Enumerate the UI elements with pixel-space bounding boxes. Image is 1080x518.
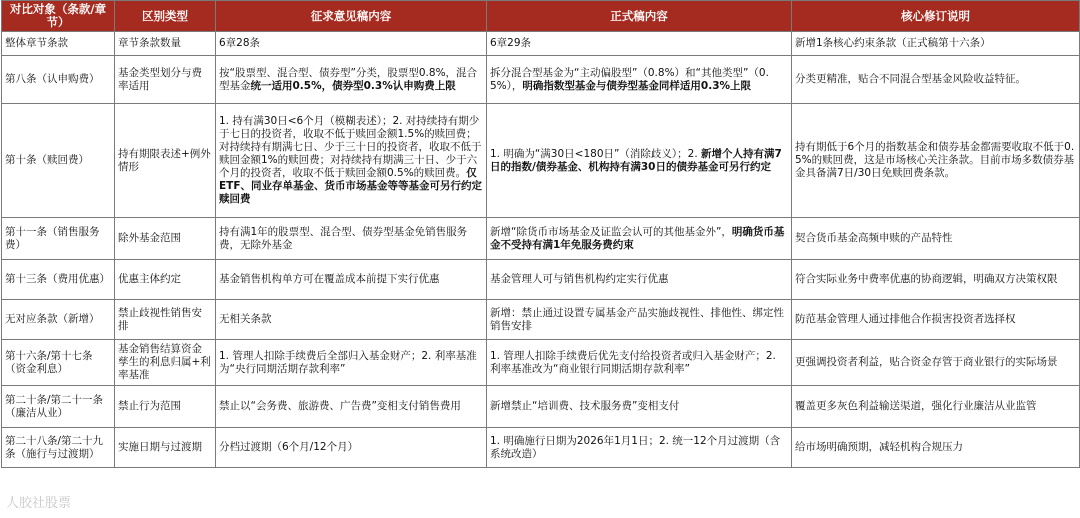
cell-type: 持有期限表述+例外情形 — [115, 104, 216, 218]
cell-draft — [216, 104, 487, 218]
cell-draft — [216, 386, 487, 428]
bold-text: 明确指数型基金与债券型基金同样适用0.3%上限 — [522, 79, 752, 92]
cell-note — [792, 428, 1080, 468]
table-row — [2, 218, 1080, 260]
bold-text: 新增个人持有满7日的指数/债券基金、机构持有满30日的债券基金可另行约定 — [490, 147, 782, 173]
cell-article: 无对应条款（新增） — [2, 300, 115, 340]
text: 符合实际业务中费率优惠的协商逻辑，明确双方决策权限 — [795, 273, 1058, 285]
cell-article: 第二十条/第二十一条（廉洁从业） — [2, 386, 115, 428]
cell-final — [487, 56, 792, 104]
table-row — [2, 56, 1080, 104]
cell-type: 禁止行为范围 — [115, 386, 216, 428]
text: 6章29条 — [490, 37, 532, 49]
table-row — [2, 104, 1080, 218]
cell-note — [792, 300, 1080, 340]
text: 新增禁止“培训费、技术服务费”变相支付 — [490, 400, 680, 412]
text: 给市场明确预期，减轻机构合规压力 — [795, 441, 963, 453]
cell-draft — [216, 32, 487, 56]
text: 1. 持有满30日<6个月（模糊表述）；2. 对持续持有期少于七日的投资者，收取不低于赎回金额1.5%的赎回费；对持续持有期满七日、少于三十日的投资者，收取不低于赎回金额1%的赎回费；对持续持有期满三十日、少于六个月的投资者，收取不低于赎回金额0.5%的赎回费。 — [219, 115, 482, 179]
cell-final — [487, 104, 792, 218]
text: 覆盖更多灰色利益输送渠道，强化行业廉洁从业监管 — [795, 400, 1037, 412]
cell-note — [792, 32, 1080, 56]
text: 1. 管理人扣除手续费后全部归入基金财产；2. 利率基准为“央行同期活期存款利率” — [219, 349, 477, 375]
header-note: 核心修订说明 — [792, 1, 1080, 32]
watermark: 人胶社股票 — [6, 496, 72, 511]
text: 基金管理人可与销售机构约定实行优惠 — [490, 273, 669, 285]
cell-note — [792, 104, 1080, 218]
cell-article: 第十条（赎回费） — [2, 104, 115, 218]
header-draft: 征求意见稿内容 — [216, 1, 487, 32]
cell-article: 第十三条（费用优惠） — [2, 260, 115, 300]
text: 禁止以“会务费、旅游费、广告费”变相支付销售费用 — [219, 400, 461, 412]
cell-type: 除外基金范围 — [115, 218, 216, 260]
cell-note — [792, 340, 1080, 386]
cell-article: 整体章节条款 — [2, 32, 115, 56]
header-final: 正式稿内容 — [487, 1, 792, 32]
text: 更强调投资者利益，贴合资金存管于商业银行的实际场景 — [795, 356, 1058, 368]
header-article: 对比对象（条款/章节） — [2, 1, 115, 32]
cell-final — [487, 218, 792, 260]
text: 拆分混合型基金为“主动偏股型”（0.8%）和“其他类型”（0.5%）， — [490, 66, 769, 92]
cell-final — [487, 32, 792, 56]
table-row — [2, 32, 1080, 56]
cell-draft — [216, 428, 487, 468]
cell-note — [792, 260, 1080, 300]
cell-draft — [216, 340, 487, 386]
cell-type: 章节条款数量 — [115, 32, 216, 56]
cell-draft — [216, 260, 487, 300]
text: 6章28条 — [219, 37, 261, 49]
text: 分档过渡期（6个月/12个月） — [219, 441, 359, 453]
cell-note — [792, 56, 1080, 104]
cell-article: 第二十八条/第二十九条（施行与过渡期） — [2, 428, 115, 468]
text: 持有满1年的股票型、混合型、债券型基金免销售服务费，无除外基金 — [219, 225, 468, 251]
bold-text: 仅ETF、同业存单基金、货币市场基金等等基金可另行约定赎回费 — [219, 167, 483, 205]
table-row — [2, 260, 1080, 300]
table-row — [2, 428, 1080, 468]
bold-text: 统一适用0.5%，债券型0.3%认申购费上限 — [250, 79, 456, 92]
cell-draft — [216, 56, 487, 104]
cell-note — [792, 218, 1080, 260]
comparison-table — [1, 0, 1080, 468]
text: 契合货币基金高频申赎的产品特性 — [795, 232, 953, 244]
cell-type: 优惠主体约定 — [115, 260, 216, 300]
text: 新增：禁止通过设置专属基金产品实施歧视性、排他性、绑定性销售安排 — [490, 306, 784, 332]
cell-draft — [216, 300, 487, 340]
cell-article: 第十一条（销售服务费） — [2, 218, 115, 260]
cell-type: 基金类型划分与费率适用 — [115, 56, 216, 104]
bold-text: 明确货币基金不受持有满1年免服务费约束 — [490, 225, 785, 251]
text: 防范基金管理人通过排他合作损害投资者选择权 — [795, 313, 1016, 325]
cell-draft — [216, 218, 487, 260]
cell-final — [487, 340, 792, 386]
text: 1. 管理人扣除手续费后优先支付给投资者或归入基金财产；2. 利率基准改为“商业银行同期活期存款利率” — [490, 349, 776, 375]
cell-final — [487, 260, 792, 300]
table-row — [2, 340, 1080, 386]
cell-type: 基金销售结算资金孳生的利息归属+利率基准 — [115, 340, 216, 386]
cell-final — [487, 300, 792, 340]
text: 新增“除货币市场基金及证监会认可的其他基金外”， — [490, 225, 732, 238]
header-type: 区别类型 — [115, 1, 216, 32]
cell-note — [792, 386, 1080, 428]
text: 无相关条款 — [219, 313, 272, 325]
cell-type: 实施日期与过渡期 — [115, 428, 216, 468]
text: 持有期低于6个月的指数基金和债券基金都需要收取不低于0.5%的赎回费，这是市场核心关注条款。目前市场多数债券基金具备满7日/30日免赎回费条款。 — [795, 141, 1075, 179]
cell-final — [487, 428, 792, 468]
table-row — [2, 386, 1080, 428]
text: 1. 明确施行日期为2026年1月1日；2. 统一12个月过渡期（含系统改造） — [490, 434, 781, 460]
header-row — [2, 1, 1080, 32]
cell-final — [487, 386, 792, 428]
cell-type: 禁止歧视性销售安排 — [115, 300, 216, 340]
text: 1. 明确为“满30日<180日”（消除歧义）；2. — [490, 147, 702, 160]
cell-article: 第十六条/第十七条（资金利息） — [2, 340, 115, 386]
text: 分类更精准，贴合不同混合型基金风险收益特征。 — [795, 73, 1026, 85]
table-row — [2, 300, 1080, 340]
text: 按“股票型、混合型、债券型”分类，股票型0.8%，混合型基金 — [219, 66, 478, 92]
text: 基金销售机构单方可在覆盖成本前提下实行优惠 — [219, 273, 440, 285]
table-body — [2, 32, 1080, 468]
text: 新增1条核心约束条款（正式稿第十六条） — [795, 37, 991, 49]
cell-article: 第八条（认申购费） — [2, 56, 115, 104]
